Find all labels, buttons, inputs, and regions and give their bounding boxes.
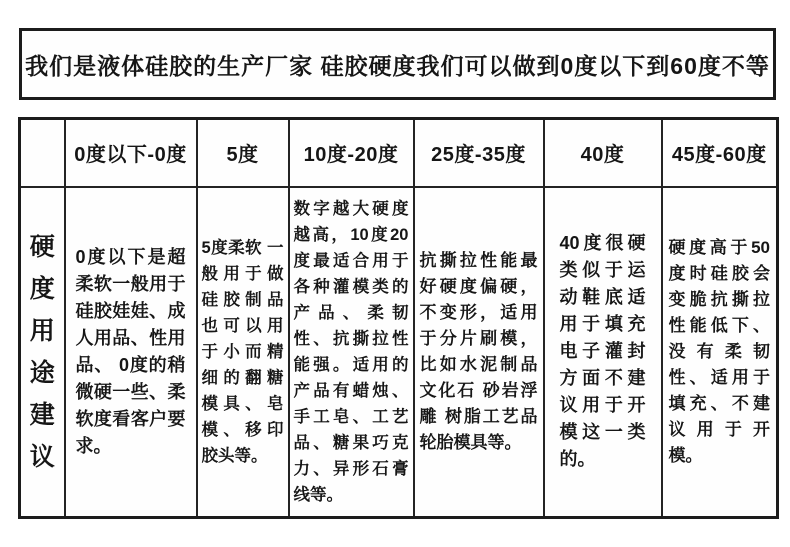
column-header-40: 40度 [544,119,662,187]
table-body-row [20,187,778,518]
banner-text: 我们是液体硅胶的生产厂家 硅胶硬度我们可以做到0度以下到60度不等 [25,52,770,79]
column-header-5: 5度 [197,119,289,187]
usage-cell-25-35: 抗撕拉性能最好硬度偏硬，不变形，适用于分片刷模，比如水泥制品 文化石 砂岩浮雕 树脂工艺品轮胎模具等。 [414,187,544,518]
column-header-10-20: 10度-20度 [289,119,414,187]
usage-cell-40: 40度很硬类似于运动鞋底适用于填充电子灌封方面不建议用于开模这一类的。 [544,187,662,518]
usage-cell-10-20: 数字越大硬度越高，10度20度最适合用于各种灌模类的产品、柔韧性、抗撕拉性能强。适用的产品有蜡烛、手工皂、工艺品、糖果巧克力、异形石膏线等。 [289,187,414,518]
column-header-45-60: 45度-60度 [662,119,778,187]
row-header-hardness-usage: 硬度用途建议 [20,187,65,518]
corner-cell [20,119,65,187]
column-header-25-35: 25度-35度 [414,119,544,187]
hardness-usage-table [18,117,779,519]
column-header-0-below-0: 0度以下-0度 [65,119,197,187]
usage-cell-45-60: 硬度高于50度时硅胶会变脆抗撕拉性能低下、没有柔韧性、适用于填充、不建议用于开模。 [662,187,778,518]
usage-cell-5: 5度柔软 一般用于做硅胶制品也可以用于小而精细的翻糖模具、皂模、移印胶头等。 [197,187,289,518]
table-header-row [20,119,778,187]
banner-box [19,28,776,100]
usage-cell-0-below-0: 0度以下是超柔软一般用于硅胶娃娃、成人用品、性用品、 0度的稍微硬一些、柔软度看客户要求。 [65,187,197,518]
